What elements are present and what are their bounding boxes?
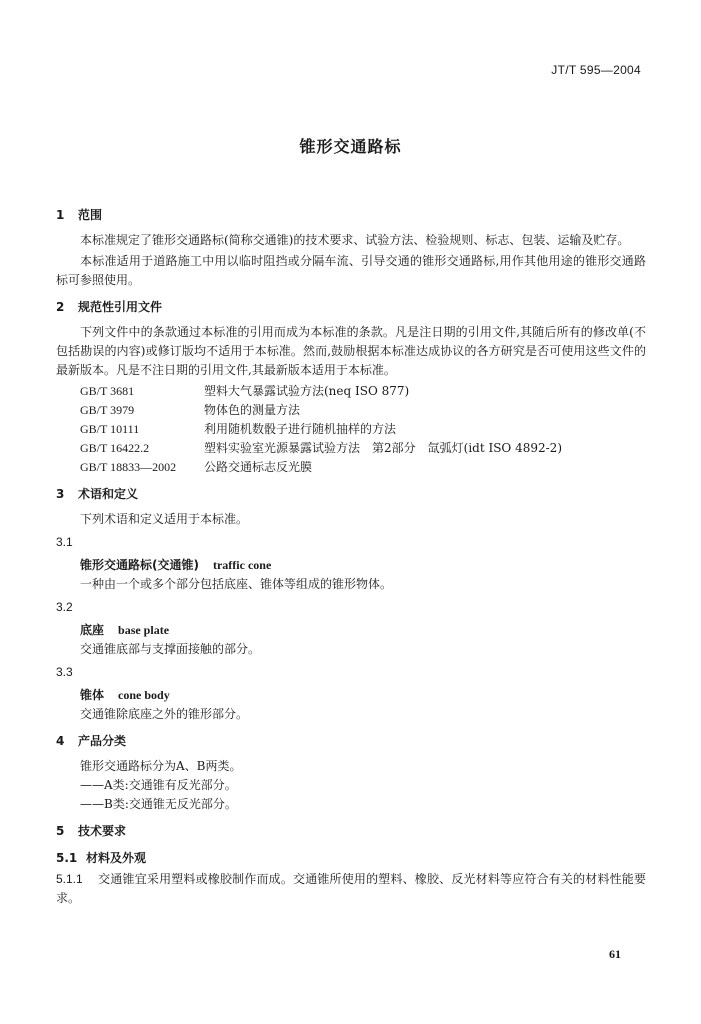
reference-title: 塑料大气暴露试验方法(neq ISO 877) [204,384,410,398]
document-body [56,206,646,908]
term-zh: 锥体 [80,688,105,702]
section-number: 4 [56,734,65,748]
classification-item: ——B类:交通锥无反光部分。 [80,797,237,811]
page-number: 61 [609,947,621,961]
term-zh: 底座 [80,623,105,637]
reference-title: 物体色的测量方法 [204,403,301,417]
term-heading [80,686,646,705]
term-number: 3.3 [56,665,73,679]
term-definition: 交通锥底部与支撑面接触的部分。 [80,642,261,656]
section-heading-terms [56,485,646,504]
document-title: 锥形交通路标 [299,137,402,156]
reference-title: 公路交通标志反光膜 [204,460,313,474]
section-number: 2 [56,300,65,314]
standard-code: JT/T 595—2004 [551,63,641,77]
subsection-number: 5.1 [56,851,78,865]
classification-item: ——A类:交通锥有反光部分。 [80,778,237,792]
clause-number: 5.1.1 [56,872,83,886]
subsection-heading-materials [56,849,646,868]
section-heading-classification [56,732,646,751]
section-number: 5 [56,824,65,838]
section-title: 技术要求 [78,824,127,838]
section-title: 规范性引用文件 [78,300,163,314]
reference-code: GB/T 3681 [80,384,135,398]
reference-list [80,382,562,477]
reference-row [80,439,562,458]
term-zh: 锥形交通路标(交通锥) [80,558,199,572]
term-heading [80,556,646,575]
reference-row [80,382,562,401]
section-heading-technical-requirements [56,822,646,841]
terms-intro: 下列术语和定义适用于本标准。 [80,512,249,526]
reference-row [80,401,562,420]
section-heading-scope [56,206,646,225]
classification-intro: 锥形交通路标分为A、B两类。 [80,759,242,773]
clause-5-1-1 [56,870,646,908]
section-heading-normative-references [56,298,646,317]
reference-row [80,420,562,439]
references-intro: 下列文件中的条款通过本标准的引用而成为本标准的条款。凡是注日期的引用文件,其随后所有的修改单(不包括勘误的内容)或修订版均不适用于本标准。然而,鼓励根据本标准达成协议的各方研究是否可使用这些文件的最新版本。凡是不注日期的引用文件,其最新版本适用于本标准。 [56,325,646,377]
term-number: 3.2 [56,600,73,614]
term-en: cone body [118,688,170,702]
section-title: 产品分类 [78,734,127,748]
subsection-title: 材料及外观 [86,851,147,865]
reference-code: GB/T 3979 [80,403,135,417]
term-number: 3.1 [56,535,73,549]
scope-paragraph-1: 本标准规定了锥形交通路标(简称交通锥)的技术要求、试验方法、检验规则、标志、包装、运输及贮存。 [80,233,630,247]
section-number: 1 [56,208,65,222]
term-heading [80,621,646,640]
term-en: traffic cone [212,558,272,572]
term-definition: 一种由一个或多个部分包括底座、锥体等组成的锥形物体。 [80,577,393,591]
section-title: 范围 [78,208,103,222]
clause-text: 交通锥宜采用塑料或橡胶制作而成。交通锥所使用的塑料、橡胶、反光材料等应符合有关的材料性能要求。 [56,872,646,905]
term-definition: 交通锥除底座之外的锥形部分。 [80,707,249,721]
section-number: 3 [56,487,65,501]
section-title: 术语和定义 [78,487,139,501]
reference-title: 利用随机数骰子进行随机抽样的方法 [204,422,397,436]
reference-code: GB/T 10111 [80,422,140,436]
scope-paragraph-2: 本标准适用于道路施工中用以临时阻挡或分隔车流、引导交通的锥形交通路标,用作其他用途的锥形交通路标可参照使用。 [56,254,646,287]
term-en: base plate [118,623,170,637]
reference-row [80,458,562,477]
reference-code: GB/T 16422.2 [80,441,150,455]
reference-title: 塑料实验室光源暴露试验方法 第2部分 氙弧灯(idt ISO 4892-2) [204,441,562,455]
reference-code: GB/T 18833—2002 [80,460,177,474]
